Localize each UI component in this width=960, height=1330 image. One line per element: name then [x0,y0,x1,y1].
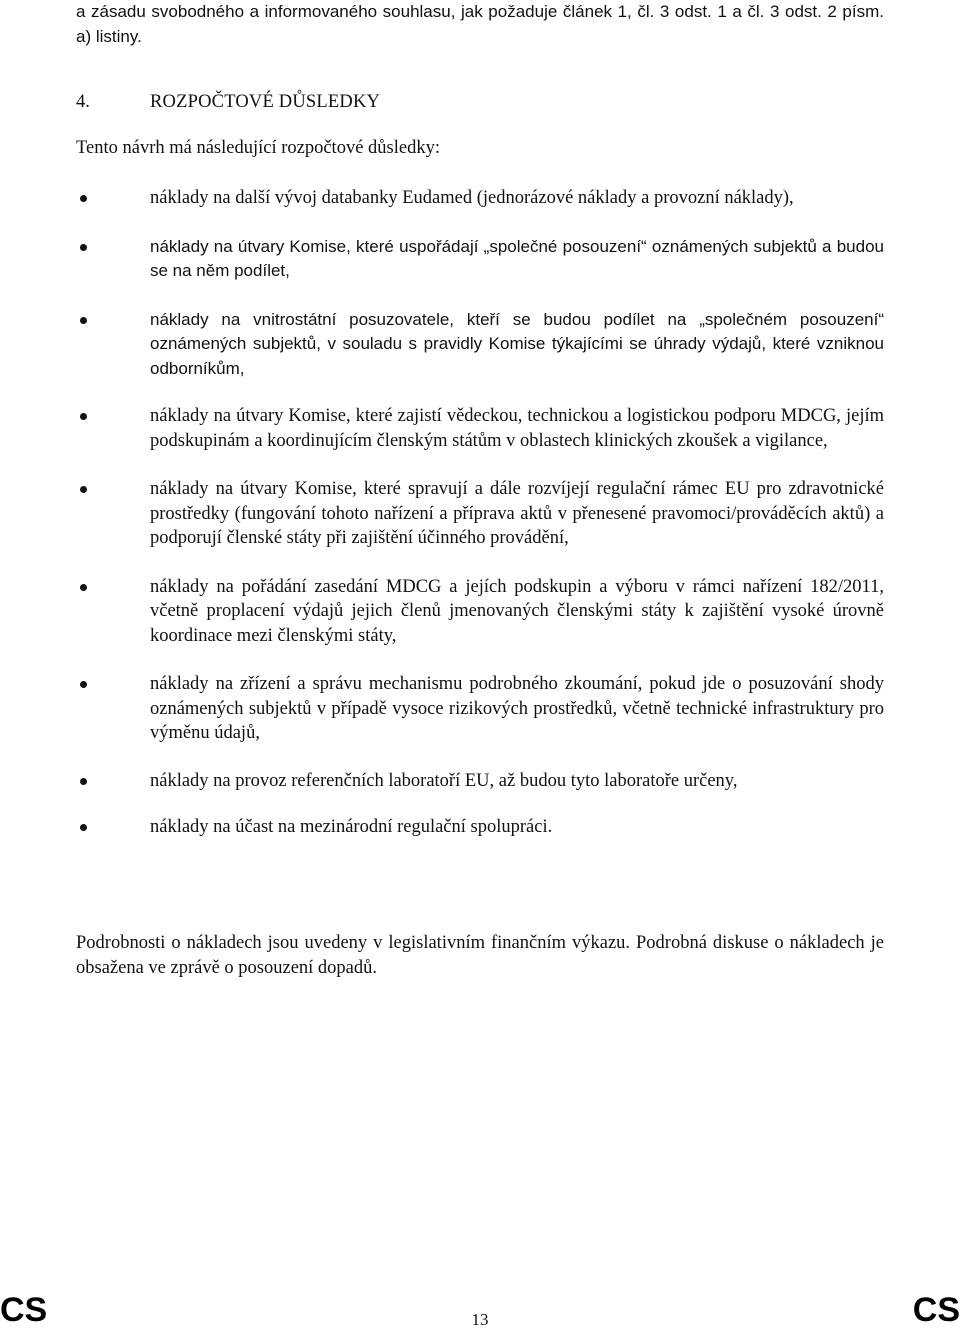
section-heading [76,90,380,114]
footer-language-left: CS [0,1291,48,1329]
top-paragraph: a zásadu svobodného a informovaného souhlasu, jak požaduje článek 1, čl. 3 odst. 1 a čl. 3 odst. 2 písm. a) listiny. [76,2,884,46]
bullet-icon [80,413,87,420]
cost-list [76,186,884,840]
list-item-text: náklady na útvary Komise, které zajistí vědeckou, technickou a logistickou podporu MDCG, jejím podskupinám a koordinujícím členským státům v oblastech klinických zkoušek a vigilance, [150,406,884,451]
list-item [76,404,884,453]
bullet-icon [80,486,87,493]
bullet-icon [80,195,87,202]
list-item-text: náklady na zřízení a správu mechanismu podrobného zkoumání, pokud jde o posuzování shody oznámených subjektů v případě vysoce rizikových prostředků, včetně technické infrastruktury pro výměnu údajů, [150,674,884,743]
bullet-icon [80,317,87,324]
section-title: ROZPOČTOVÉ DŮSLEDKY [150,92,381,112]
list-item [76,769,884,794]
page-number: 13 [471,1310,489,1329]
bullet-icon [80,824,87,831]
list-item [76,186,884,211]
section-number: 4. [76,92,90,112]
bullet-icon [80,778,87,785]
list-item-text: náklady na vnitrostátní posuzovatele, kteří se budou podílet na „společném posouzení“ oznámených subjektů, v souladu s pravidly Komise týkajícími se úhrady výdajů, které vzniknou odborníkům, [150,309,884,378]
bullet-icon [80,584,87,591]
list-item [76,815,884,840]
list-item [76,477,884,551]
list-item [76,235,884,284]
list-item-text: náklady na pořádání zasedání MDCG a jejích podskupin a výboru v rámci nařízení 182/2011, včetně proplacení výdajů jejich členů jmenovaných členskými státy k zajištění vysoké úrovně koordinace mezi členskými státy, [150,576,884,646]
list-item-text: náklady na útvary Komise, které uspořádají „společné posouzení“ oznámených subjektů a budou se na něm podílet, [150,236,884,280]
list-item-text: náklady na další vývoj databanky Eudamed (jednorázové náklady a provozní náklady), [150,188,794,208]
list-item [76,672,884,746]
list-item-text: náklady na provoz referenčních laboratoří EU, až budou tyto laboratoře určeny, [150,770,738,791]
closing-paragraph: Podrobnosti o nákladech jsou uvedeny v legislativním finančním výkazu. Podrobná diskuse o nákladech je obsažena ve zprávě o posouzení dopadů. [76,933,884,978]
list-item [76,308,884,382]
list-item [76,575,884,649]
footer-language-right: CS [912,1291,960,1329]
bullet-icon [80,681,87,688]
intro-paragraph: Tento návrh má následující rozpočtové důsledky: [76,138,440,158]
list-item-text: náklady na účast na mezinárodní regulační spolupráci. [150,817,553,837]
bullet-icon [80,244,87,251]
list-item-text: náklady na útvary Komise, které spravují a dále rozvíjejí regulační rámec EU pro zdravotnické prostředky (fungování tohoto nařízení a příprava aktů v přenesené pravomoci/prováděcích aktů) a podporují členské státy při zajištění účinného provádění, [150,479,884,548]
